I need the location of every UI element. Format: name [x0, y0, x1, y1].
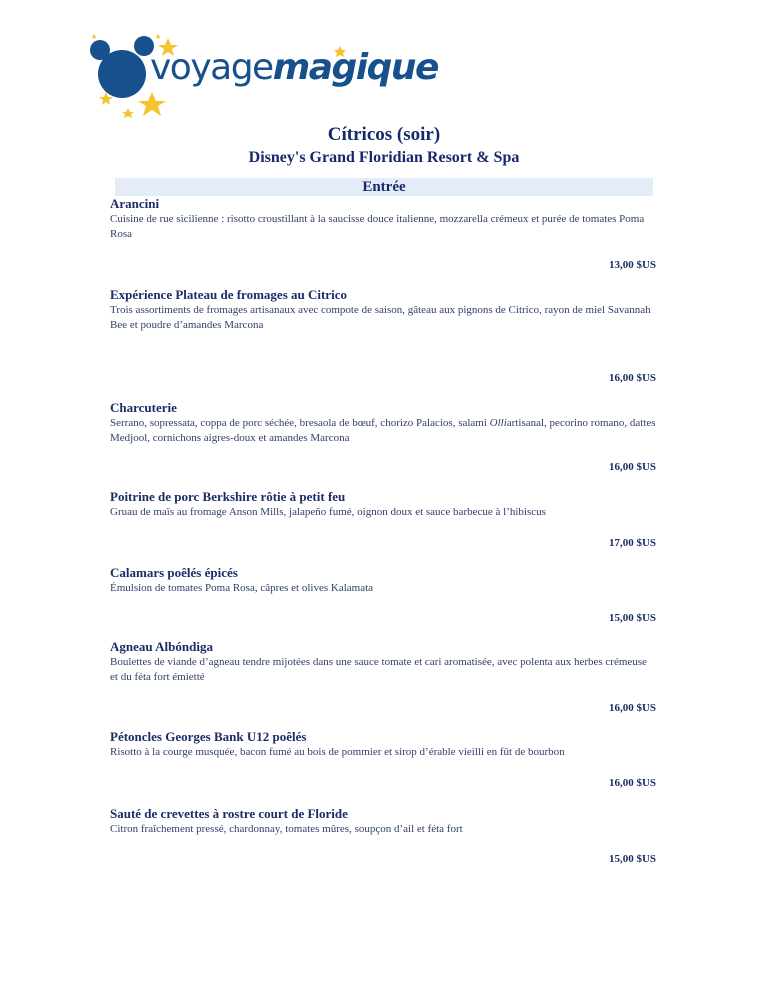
item-price: 16,00 $US: [608, 372, 656, 384]
item-name: Expérience Plateau de fromages au Citrico: [110, 287, 347, 302]
menu-item: [110, 806, 656, 837]
item-price: 16,00 $US: [608, 461, 656, 473]
item-description: Boulettes de viande d’agneau tendre mijotées dans une sauce tomate et cari aromatisée, avec polenta aux herbes crémeuse et du féta fort émietté: [110, 656, 647, 683]
item-description-part: Serrano, sopressata, coppa de porc séchée, bresaola de bœuf, chorizo Palacios, salami: [110, 417, 490, 429]
item-description: Cuisine de rue sicilienne : risotto croustillant à la saucisse douce italienne, mozzarella crémeux et purée de tomates Poma Rosa: [110, 213, 645, 240]
item-name: Sauté de crevettes à rostre court de Floride: [110, 806, 348, 821]
menu-item: [110, 565, 656, 596]
item-description: Émulsion de tomates Poma Rosa, câpres et olives Kalamata: [110, 582, 374, 594]
menu-header: [0, 124, 768, 168]
menu-item: [110, 489, 656, 520]
menu-item: [110, 400, 656, 446]
menu-item: [110, 196, 656, 242]
menu-item: [110, 639, 656, 685]
item-price: 16,00 $US: [608, 702, 656, 714]
brand-wordmark: [150, 47, 438, 88]
item-name: Agneau Albóndiga: [110, 639, 213, 654]
item-name: Calamars poêlés épicés: [110, 565, 238, 580]
item-price: 15,00 $US: [608, 612, 656, 624]
item-description: Trois assortiments de fromages artisanaux avec compote de saison, gâteau aux pignons de Citrico, rayon de miel Savannah Bee et poudre d’amandes Marcona: [110, 304, 651, 331]
item-description-italic: Olli: [489, 417, 507, 429]
item-price: 17,00 $US: [608, 537, 656, 549]
item-price: 15,00 $US: [608, 853, 656, 865]
page-subtitle: Disney's Grand Floridian Resort & Spa: [248, 149, 520, 166]
item-description: Citron fraîchement pressé, chardonnay, tomates mûres, soupçon d’ail et féta fort: [110, 823, 463, 835]
page-title: Cítricos (soir): [327, 124, 441, 145]
brand-wordmark-bold: magique: [272, 47, 438, 88]
item-name: Charcuterie: [110, 400, 177, 415]
item-price: 16,00 $US: [608, 777, 656, 789]
item-description: Risotto à la courge musquée, bacon fumé au bois de pommier et sirop d’érable vieilli en fût de bourbon: [110, 746, 565, 758]
item-name: Arancini: [110, 196, 160, 211]
item-description: [110, 416, 656, 446]
menu-item: [110, 729, 656, 760]
item-name: Pétoncles Georges Bank U12 poêlés: [110, 729, 307, 744]
section-heading: Entrée: [115, 178, 653, 196]
menu-item: [110, 287, 656, 333]
item-name: Poitrine de porc Berkshire rôtie à petit feu: [110, 489, 346, 504]
brand-wordmark-light: voyage: [150, 47, 273, 88]
item-description-part: artisanal, pecorino romano, dattes Medjool, cornichons aigres-doux et amandes Marcona: [110, 417, 656, 444]
item-price: 13,00 $US: [608, 259, 656, 271]
brand-logo[interactable]: [88, 30, 438, 120]
item-description: Gruau de maïs au fromage Anson Mills, jalapeño fumé, oignon doux et sauce barbecue à l’hibiscus: [110, 506, 546, 518]
